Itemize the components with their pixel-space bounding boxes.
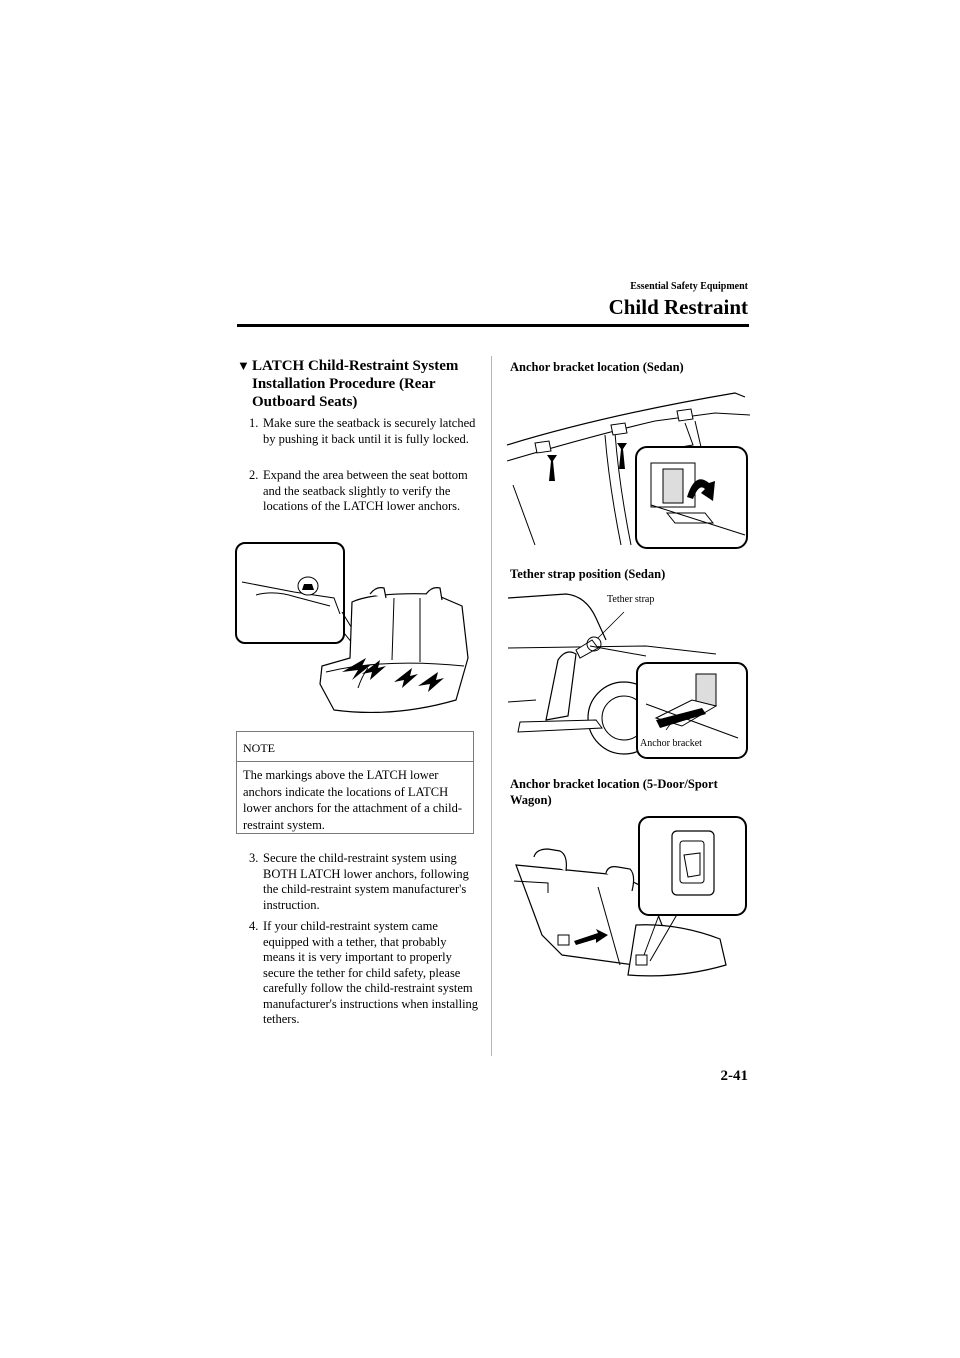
rear-seat-latch-illustration bbox=[234, 540, 484, 720]
step-4 bbox=[249, 919, 481, 1028]
step-number: 3. bbox=[249, 851, 259, 865]
tether-strap-sedan-illustration bbox=[506, 588, 752, 760]
section-label: Essential Safety Equipment bbox=[630, 281, 748, 292]
step-text: Secure the child-restraint system using BOTH LATCH lower anchors, following the child-restraint system manufacturer's instruction. bbox=[263, 851, 469, 912]
step-number: 2. bbox=[249, 468, 259, 482]
step-text: Make sure the seatback is securely latched by pushing it back until it is fully locked. bbox=[263, 416, 476, 446]
triangle-marker-icon: ▼ bbox=[237, 358, 250, 373]
note-body: The markings above the LATCH lower anchors indicate the locations of LATCH lower anchors for the attachment of a child-restraint system. bbox=[243, 768, 463, 832]
tether-strap-label: Tether strap bbox=[607, 594, 655, 605]
page-number: 2-41 bbox=[720, 1068, 748, 1084]
note-title: NOTE bbox=[237, 732, 473, 762]
anchor-sedan-caption: Anchor bracket location (Sedan) bbox=[510, 360, 684, 374]
header-rule bbox=[237, 324, 749, 327]
anchor-bracket-wagon-illustration bbox=[508, 815, 750, 985]
column-divider bbox=[491, 356, 492, 1056]
page-title: Child Restraint bbox=[608, 295, 748, 319]
step-text: Expand the area between the seat bottom and the seatback slightly to verify the locations of the LATCH lower anchors. bbox=[263, 468, 468, 513]
step-number: 1. bbox=[249, 416, 259, 430]
anchor-bracket-label: Anchor bracket bbox=[640, 738, 702, 749]
step-3 bbox=[249, 851, 481, 913]
step-number: 4. bbox=[249, 919, 259, 933]
step-2 bbox=[249, 468, 481, 515]
anchor-wagon-caption: Anchor bracket location (5-Door/Sport Wagon) bbox=[510, 777, 718, 807]
note-box bbox=[236, 731, 474, 834]
step-text: If your child-restraint system came equipped with a tether, that probably means it is very important to properly secure the tether for child safety, please carefully follow the child-restraint system manufacturer's instructions when installing tethers. bbox=[263, 919, 479, 1026]
tether-sedan-caption: Tether strap position (Sedan) bbox=[510, 567, 666, 581]
anchor-bracket-sedan-illustration bbox=[505, 385, 753, 551]
section-heading bbox=[237, 357, 482, 411]
section-heading-text: LATCH Child-Restraint System Installation Procedure (Rear Outboard Seats) bbox=[252, 358, 459, 410]
step-1 bbox=[249, 416, 481, 447]
